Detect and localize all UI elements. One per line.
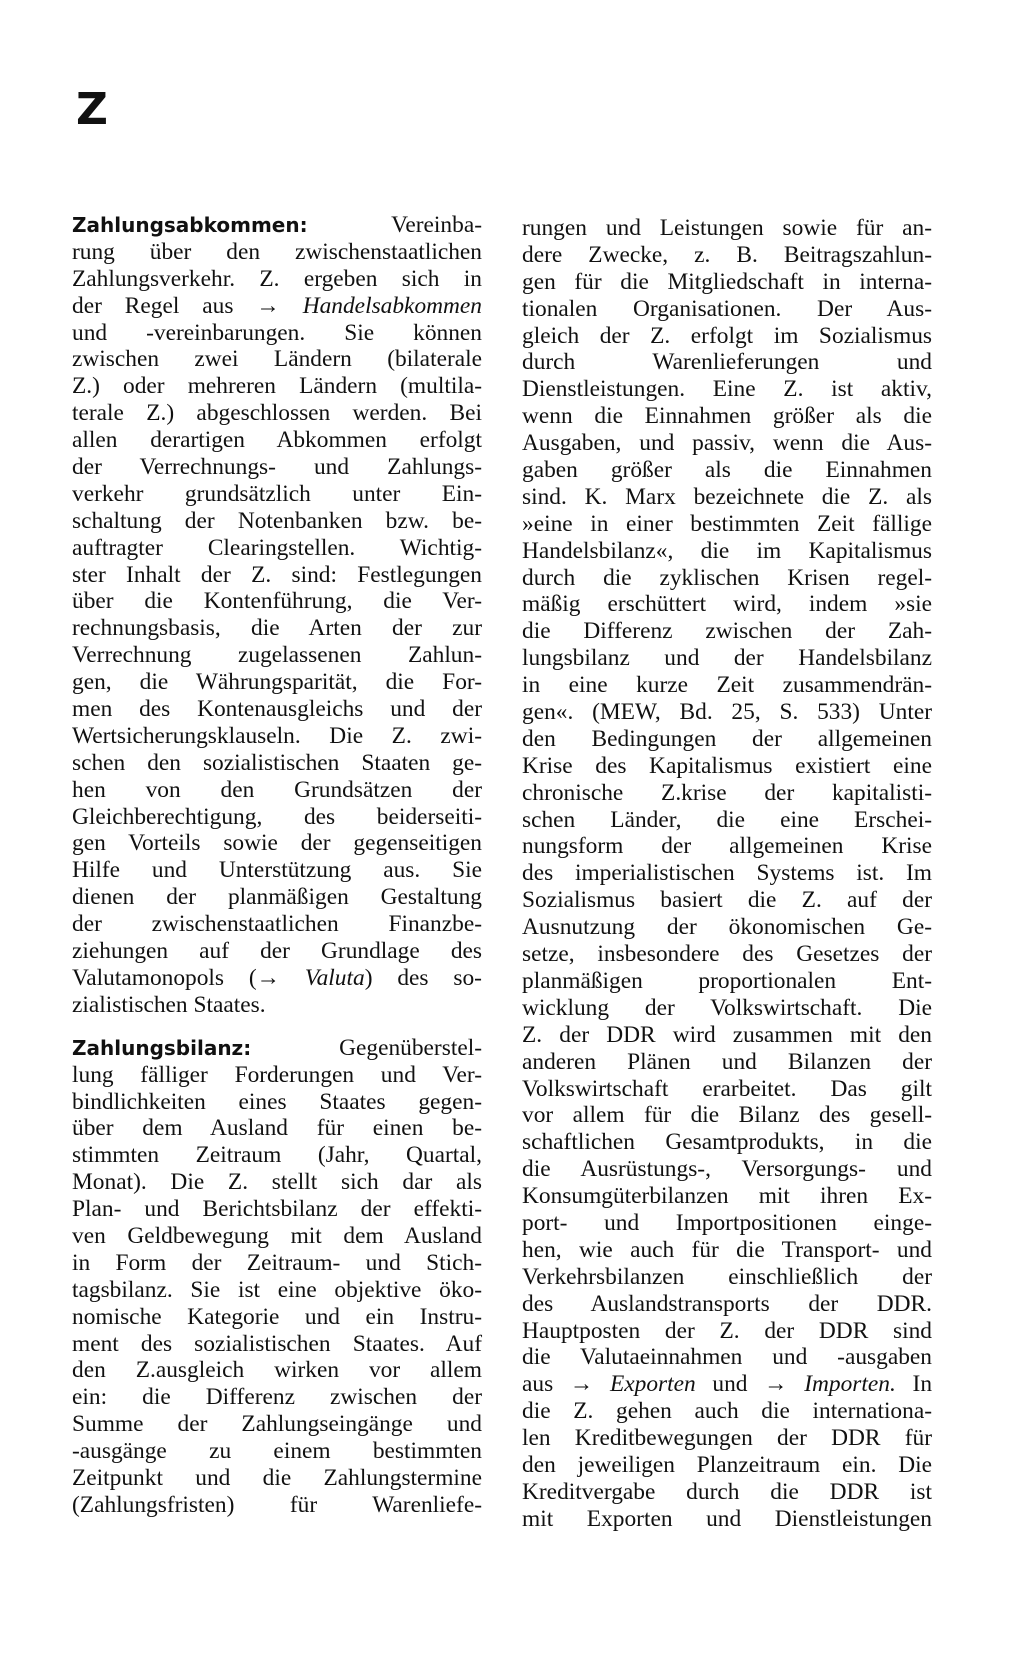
left-column-line: schaltung der Notenbanken bzw. be-	[72, 507, 482, 534]
cross-reference-arrow-icon: →	[764, 1371, 788, 1398]
right-column-line: die Ausrüstungs-, Versorgungs- und	[522, 1156, 932, 1183]
left-column-line: Summe der Zahlungseingänge und	[72, 1411, 482, 1438]
left-column	[72, 212, 482, 1519]
left-column-line: Gleichberechtigung, des beiderseiti-	[72, 803, 482, 830]
line-text: Vereinba-	[307, 212, 482, 238]
entry-headword: Zahlungsbilanz:	[72, 1035, 252, 1060]
left-column-line: ment des sozialistischen Staates. Auf	[72, 1330, 482, 1357]
right-column-line: gaben größer als die Einnahmen	[522, 457, 932, 484]
right-column-line: gen für die Mitgliedschaft in interna-	[522, 268, 932, 295]
left-column-line: terale Z.) abgeschlossen werden. Bei	[72, 400, 482, 427]
cross-reference-arrow-icon: →	[569, 1371, 594, 1398]
left-column-line: allen derartigen Abkommen erfolgt	[72, 427, 482, 454]
right-column-line: durch die zyklischen Krisen regel-	[522, 564, 932, 591]
right-column-line: Handelsbilanz«, die im Kapitalismus	[522, 537, 932, 564]
left-column-line: Wertsicherungsklauseln. Die Z. zwi-	[72, 722, 482, 749]
section-letter: Z	[76, 84, 108, 135]
right-column-line: Krise des Kapitalismus existiert eine	[522, 752, 932, 779]
right-column-line: den jeweiligen Planzeitraum ein. Die	[522, 1451, 932, 1478]
right-column-line	[522, 1371, 932, 1398]
line-text: der Regel aus	[72, 292, 257, 319]
left-column-line: über die Kontenführung, die Ver-	[72, 588, 482, 615]
right-column-line: die Valutaeinnahmen und -ausgaben	[522, 1344, 932, 1371]
left-column-line: ein: die Differenz zwischen der	[72, 1384, 482, 1411]
left-column-line: dienen der planmäßigen Gestaltung	[72, 884, 482, 911]
left-column-line: den Z.ausgleich wirken vor allem	[72, 1357, 482, 1384]
paragraph-gap	[72, 1019, 482, 1035]
right-column-line: wenn die Einnahmen größer als die	[522, 403, 932, 430]
left-column-line: schen den sozialistischen Staaten ge-	[72, 749, 482, 776]
right-column-line: port- und Importpositionen einge-	[522, 1209, 932, 1236]
right-column-line: Verkehrsbilanzen einschließlich der	[522, 1263, 932, 1290]
left-column-line: gen, die Währungsparität, die For-	[72, 669, 482, 696]
left-column-line: zwischen zwei Ländern (bilaterale	[72, 346, 482, 373]
right-column-line: durch Warenlieferungen und	[522, 349, 932, 376]
left-column-line: verkehr grundsätzlich unter Ein-	[72, 480, 482, 507]
left-column-line: ven Geldbewegung mit dem Ausland	[72, 1222, 482, 1249]
cross-reference-arrow-icon: →	[256, 292, 280, 319]
entry-headword: Zahlungsabkommen:	[72, 213, 308, 237]
left-column-line: bindlichkeiten eines Staates gegen-	[72, 1088, 482, 1115]
right-column-line: Sozialismus basiert die Z. auf der	[522, 887, 932, 914]
right-column-line: den Bedingungen der allgemeinen	[522, 725, 932, 752]
right-column-line: Dienstleistungen. Eine Z. ist aktiv,	[522, 376, 932, 403]
left-column-line: auftragter Clearingstellen. Wichtig-	[72, 534, 482, 561]
right-column-line: die Z. gehen auch die internationa-	[522, 1398, 932, 1425]
left-column-line: Verrechnung zugelassenen Zahlun-	[72, 642, 482, 669]
cross-reference-term: Handelsabkommen	[279, 292, 482, 319]
left-column-line: und -vereinbarungen. Sie können	[72, 319, 482, 346]
right-column-line: in eine kurze Zeit zusammendrän-	[522, 672, 932, 699]
left-column-line: gen Vorteils sowie der gegenseitigen	[72, 830, 482, 857]
line-text: und	[695, 1371, 765, 1398]
right-column-line: Kreditvergabe durch die DDR ist	[522, 1478, 932, 1505]
right-column-line: Volkswirtschaft erarbeitet. Das gilt	[522, 1075, 932, 1102]
left-column-line: lung fälliger Forderungen und Ver-	[72, 1061, 482, 1088]
left-column-line	[72, 293, 482, 320]
right-column-line: Hauptposten der Z. der DDR sind	[522, 1317, 932, 1344]
right-column-line: die Differenz zwischen der Zah-	[522, 618, 932, 645]
right-column-line: gleich der Z. erfolgt im Sozialismus	[522, 322, 932, 349]
right-column-line: planmäßigen proportionalen Ent-	[522, 967, 932, 994]
left-column-line: zialistischen Staates.	[72, 991, 266, 1018]
left-column-line: hen von den Grundsätzen der	[72, 776, 482, 803]
left-column-line: men des Kontenausgleichs und der	[72, 696, 482, 723]
right-column-line: tionalen Organisationen. Der Aus-	[522, 295, 932, 322]
right-column-line: anderen Plänen und Bilanzen der	[522, 1048, 932, 1075]
left-column-line	[72, 965, 482, 992]
left-column-line: rung über den zwischenstaatlichen	[72, 238, 482, 265]
left-column-line: der Verrechnungs- und Zahlungs-	[72, 454, 482, 481]
right-column-line: nungsform der allgemeinen Krise	[522, 833, 932, 860]
right-column-line: sind. K. Marx bezeichnete die Z. als	[522, 483, 932, 510]
right-column-line: hen, wie auch für die Transport- und	[522, 1236, 932, 1263]
line-text: aus	[522, 1371, 570, 1398]
left-column-line	[72, 212, 482, 239]
line-text: Gegenüberstel-	[251, 1034, 482, 1061]
cross-reference-term: Exporten	[593, 1371, 696, 1398]
left-column-line: Monat). Die Z. stellt sich dar als	[72, 1169, 482, 1196]
right-column-line: rungen und Leistungen sowie für an-	[522, 215, 932, 241]
right-column-line: chronische Z.krise der kapitalisti-	[522, 779, 932, 806]
line-text: ) des so-	[364, 964, 482, 991]
line-text: Valutamonopols (	[72, 964, 257, 991]
left-column-line: Plan- und Berichtsbilanz der effekti-	[72, 1196, 482, 1223]
left-column-line: (Zahlungsfristen) für Warenliefe-	[72, 1491, 482, 1518]
right-column-line: Z. der DDR wird zusammen mit den	[522, 1021, 932, 1048]
left-column-line: Zeitpunkt und die Zahlungstermine	[72, 1464, 482, 1491]
right-column-line: dere Zwecke, z. B. Beitragszahlun-	[522, 241, 932, 268]
right-column-line: mit Exporten und Dienstleistungen	[522, 1505, 932, 1532]
left-column-line: der zwischenstaatlichen Finanzbe-	[72, 911, 482, 938]
left-column-line: stimmten Zeitraum (Jahr, Quartal,	[72, 1142, 482, 1169]
line-text: In	[895, 1371, 933, 1398]
right-column-line: schen Länder, die eine Erschei-	[522, 806, 932, 833]
cross-reference-term: Valuta	[280, 964, 365, 991]
cross-reference-term: Importen.	[787, 1371, 896, 1398]
left-column-line: tagsbilanz. Sie ist eine objektive öko-	[72, 1276, 482, 1303]
left-column-line: in Form der Zeitraum- und Stich-	[72, 1249, 482, 1276]
cross-reference-arrow-icon: →	[256, 964, 281, 991]
right-column-line: »eine in einer bestimmten Zeit fällige	[522, 510, 932, 537]
right-column-line: lungsbilanz und der Handelsbilanz	[522, 645, 932, 672]
right-column-line: gen«. (MEW, Bd. 25, S. 533) Unter	[522, 699, 932, 726]
left-column-line: rechnungsbasis, die Arten der zur	[72, 615, 482, 642]
right-column-line: Ausgaben, und passiv, wenn die Aus-	[522, 430, 932, 457]
left-column-line: über dem Ausland für einen be-	[72, 1115, 482, 1142]
right-column-line: Ausnutzung der ökonomischen Ge-	[522, 914, 932, 941]
right-column	[522, 215, 932, 1533]
right-column-line: mäßig erschüttert wird, indem »sie	[522, 591, 932, 618]
right-column-line: setze, insbesondere des Gesetzes der	[522, 941, 932, 968]
right-column-line: vor allem für die Bilanz des gesell-	[522, 1102, 932, 1129]
left-column-line: Z.) oder mehreren Ländern (multila-	[72, 373, 482, 400]
right-column-line: wicklung der Volkswirtschaft. Die	[522, 994, 932, 1021]
left-column-line: Zahlungsverkehr. Z. ergeben sich in	[72, 265, 482, 292]
right-column-line: des Auslandstransports der DDR.	[522, 1290, 932, 1317]
right-column-line: des imperialistischen Systems ist. Im	[522, 860, 932, 887]
left-column-line: ziehungen auf der Grundlage des	[72, 938, 482, 965]
left-column-line	[72, 1035, 482, 1062]
left-column-line: ster Inhalt der Z. sind: Festlegungen	[72, 561, 482, 588]
right-column-line: Konsumgüterbilanzen mit ihren Ex-	[522, 1183, 932, 1210]
right-column-line: len Kreditbewegungen der DDR für	[522, 1425, 932, 1452]
right-column-line: schaftlichen Gesamtprodukts, in die	[522, 1129, 932, 1156]
left-column-line: nomische Kategorie und ein Instru-	[72, 1303, 482, 1330]
left-column-line: Hilfe und Unterstützung aus. Sie	[72, 857, 482, 884]
left-column-line: -ausgänge zu einem bestimmten	[72, 1438, 482, 1465]
